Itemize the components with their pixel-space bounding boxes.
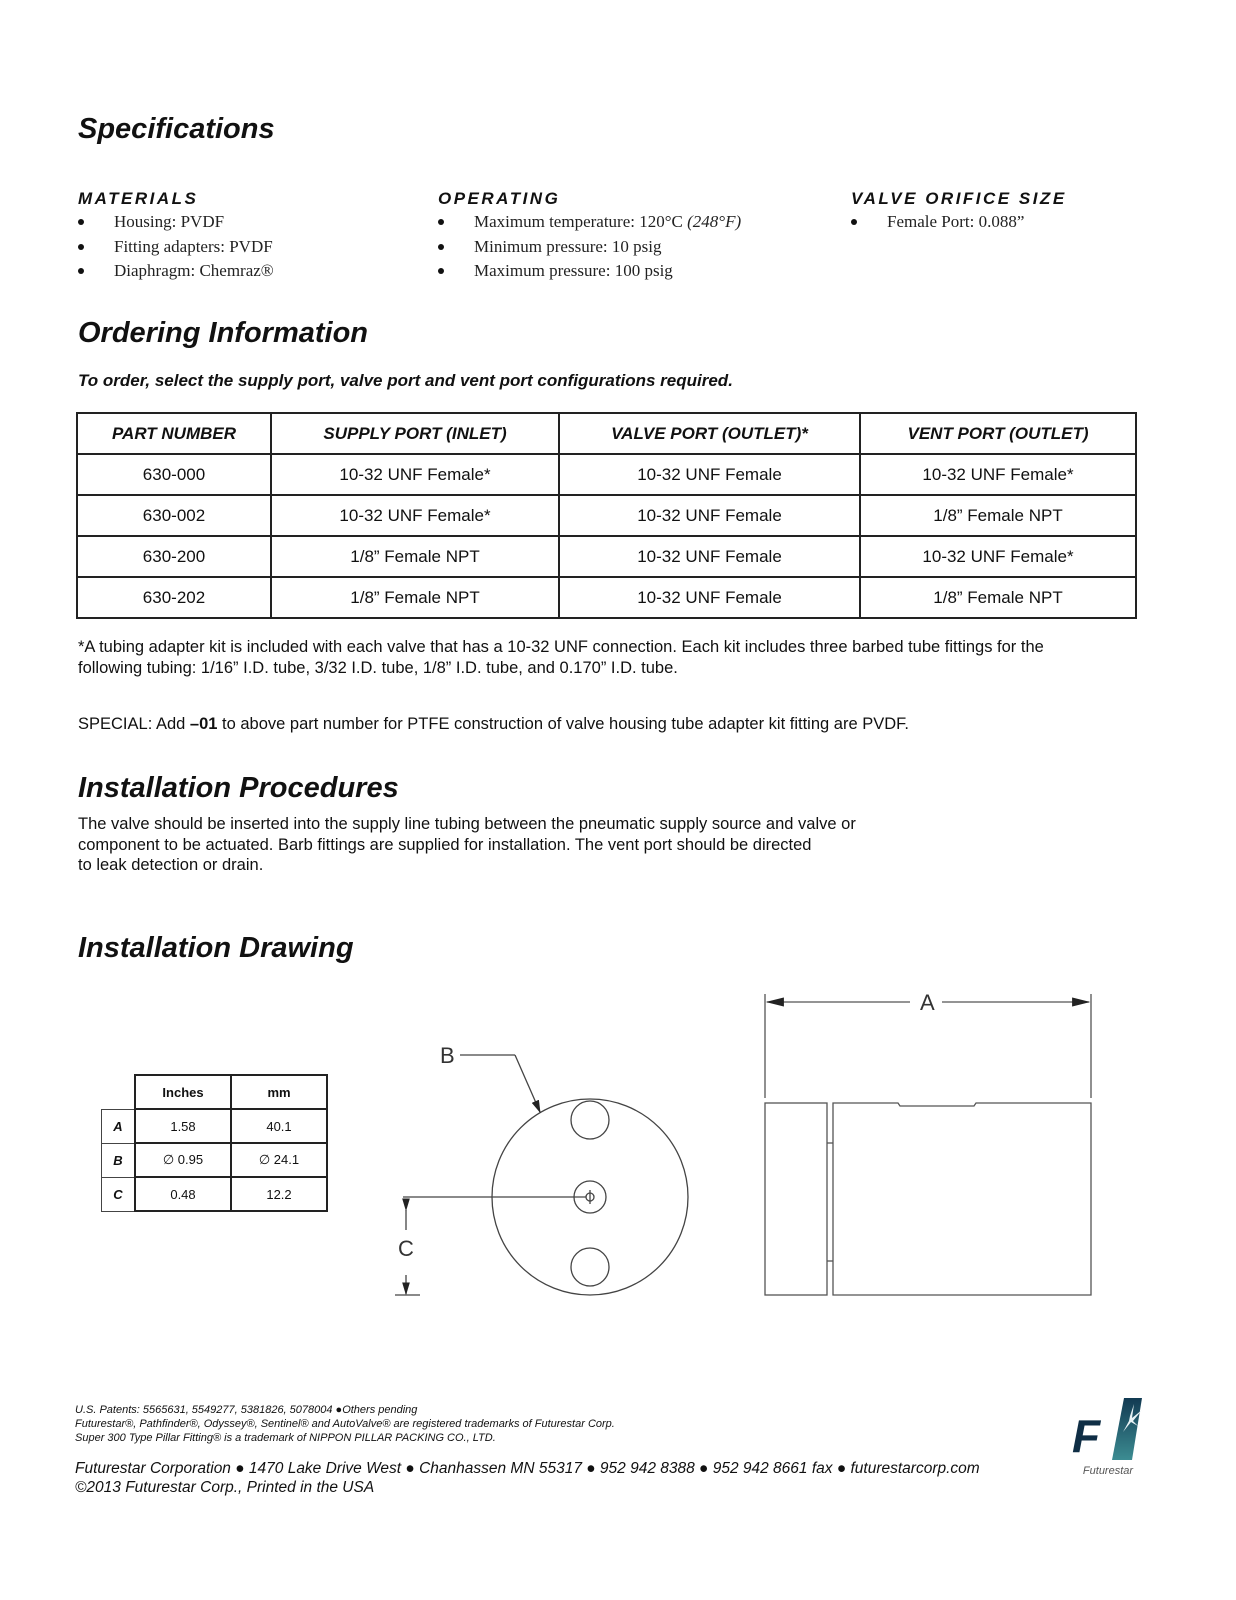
logo-mark-icon (1068, 1394, 1148, 1464)
dimensions-table (101, 1074, 328, 1212)
list-item: Diaphragm: Chemraz® (78, 259, 274, 284)
port-config-cell: 10-32 UNF Female (559, 577, 860, 618)
table-row (77, 577, 1136, 618)
svg-text:F: F (1072, 1410, 1101, 1462)
operating-section (438, 189, 741, 284)
ordering-intro: To order, select the supply port, valve port and vent port configurations required. (78, 371, 733, 390)
port-config-cell: 10-32 UNF Female* (860, 454, 1136, 495)
bullet-icon (438, 268, 444, 274)
mm-cell: 40.1 (231, 1109, 327, 1143)
mm-cell: 12.2 (231, 1177, 327, 1211)
table-row (77, 454, 1136, 495)
valve-body-block (833, 1103, 1091, 1295)
bullet-icon (78, 268, 84, 274)
copyright-line: ©2013 Futurestar Corp., Printed in the USA (75, 1479, 375, 1496)
specifications-title: Specifications (78, 113, 275, 145)
list-item: Housing: PVDF (78, 210, 274, 235)
table-row (77, 536, 1136, 577)
label-a: A (920, 990, 935, 1015)
materials-list (78, 210, 274, 284)
part-number-cell: 630-000 (77, 454, 271, 495)
side-view-drawing (750, 980, 1110, 1310)
port-config-cell: 10-32 UNF Female (559, 495, 860, 536)
row-label: A (102, 1109, 136, 1143)
port-config-cell: 10-32 UNF Female (559, 454, 860, 495)
ordering-footnote: *A tubing adapter kit is included with each valve that has a 10-32 UNF connection. Each kit includes three barbed tube fittings for the following tubing: 1/16” I.D. tube, 3/32 I.D. tube, 1/8” I.D. tube, and 0.170” I.D. tube. (78, 638, 1044, 677)
fitting-adapter-block (765, 1103, 827, 1295)
operating-heading: OPERATING (438, 189, 561, 208)
table-row (102, 1143, 328, 1177)
contact-line: Futurestar Corporation ● 1470 Lake Drive West ● Chanhassen MN 55317 ● 952 942 8388 ● 952 942 8661 fax ● futurestarcorp.com (75, 1460, 980, 1477)
part-number-cell: 630-202 (77, 577, 271, 618)
installation-procedures-text: The valve should be inserted into the supply line tubing between the pneumatic supply source and valve or component to be actuated. Barb fittings are supplied for installation. The vent port should be directed to leak detection or drain. (78, 815, 856, 874)
table-header-row (77, 413, 1136, 454)
port-config-cell: 1/8” Female NPT (271, 577, 559, 618)
list-item: Maximum temperature: 120°C (248°F) (438, 210, 741, 235)
column-header: Inches (135, 1075, 231, 1109)
row-label: B (102, 1143, 136, 1177)
futurestar-logo (1068, 1394, 1148, 1480)
end-view-drawing (380, 1030, 710, 1310)
table-header-row (102, 1075, 328, 1109)
trademarks-text-2: Super 300 Type Pillar Fitting® is a trademark of NIPPON PILLAR PACKING CO., LTD. (75, 1432, 496, 1444)
column-header: VENT PORT (OUTLET) (860, 413, 1136, 454)
legal-notes (75, 1403, 615, 1445)
logo-text: Futurestar (1082, 1465, 1134, 1477)
list-item: Minimum pressure: 10 psig (438, 235, 741, 260)
bullet-icon (78, 219, 84, 225)
orifice-heading: VALVE ORIFICE SIZE (851, 189, 1067, 208)
patents-text: U.S. Patents: 5565631, 5549277, 5381826, 5078004 ●Others pending (75, 1404, 418, 1416)
company-contact (75, 1459, 980, 1497)
ordering-title: Ordering Information (78, 317, 368, 349)
label-b: B (440, 1043, 455, 1068)
materials-heading: MATERIALS (78, 189, 199, 208)
trademarks-text: Futurestar®, Pathfinder®, Odyssey®, Sentinel® and AutoValve® are registered trademarks of Futurestar Corp. (75, 1418, 615, 1430)
orifice-section (851, 189, 1067, 235)
row-label: C (102, 1177, 136, 1211)
installation-drawing-title: Installation Drawing (78, 932, 354, 964)
column-header: SUPPLY PORT (INLET) (271, 413, 559, 454)
bullet-icon (78, 244, 84, 250)
label-c: C (398, 1236, 414, 1261)
list-item: Female Port: 0.088” (851, 210, 1067, 235)
ordering-table (76, 412, 1137, 619)
bullet-icon (438, 244, 444, 250)
column-header: mm (231, 1075, 327, 1109)
special-note: SPECIAL: Add –01 to above part number for PTFE construction of valve housing tube adapter kit fitting are PVDF. (78, 715, 909, 733)
port-config-cell: 1/8” Female NPT (860, 495, 1136, 536)
materials-section (78, 189, 274, 284)
part-number-cell: 630-200 (77, 536, 271, 577)
table-row (77, 495, 1136, 536)
inches-cell: ∅ 0.95 (135, 1143, 231, 1177)
inches-cell: 0.48 (135, 1177, 231, 1211)
port-config-cell: 10-32 UNF Female* (271, 495, 559, 536)
port-config-cell: 10-32 UNF Female* (271, 454, 559, 495)
inches-cell: 1.58 (135, 1109, 231, 1143)
table-row (102, 1177, 328, 1211)
bullet-icon (851, 219, 857, 225)
bullet-icon (438, 219, 444, 225)
part-number-cell: 630-002 (77, 495, 271, 536)
list-item: Fitting adapters: PVDF (78, 235, 274, 260)
port-circle-top (571, 1101, 609, 1139)
column-header: VALVE PORT (OUTLET)* (559, 413, 860, 454)
port-config-cell: 1/8” Female NPT (860, 577, 1136, 618)
port-circle-bottom (571, 1248, 609, 1286)
b-leader-arrow (515, 1055, 540, 1112)
mm-cell: ∅ 24.1 (231, 1143, 327, 1177)
installation-procedures-title: Installation Procedures (78, 772, 399, 804)
port-config-cell: 10-32 UNF Female (559, 536, 860, 577)
operating-list (438, 210, 741, 284)
special-code: –01 (189, 715, 218, 733)
port-config-cell: 1/8” Female NPT (271, 536, 559, 577)
orifice-list (851, 210, 1067, 235)
list-item: Maximum pressure: 100 psig (438, 259, 741, 284)
port-config-cell: 10-32 UNF Female* (860, 536, 1136, 577)
column-header: PART NUMBER (77, 413, 271, 454)
table-row (102, 1109, 328, 1143)
